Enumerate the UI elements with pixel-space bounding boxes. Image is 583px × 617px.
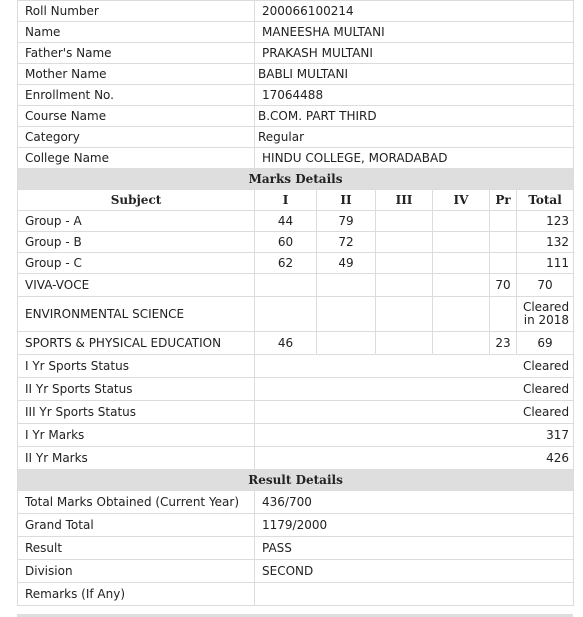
paper-iii-header: III (376, 190, 433, 211)
subject-cell: SPORTS & PHYSICAL EDUCATION (18, 332, 255, 355)
course-label: Course Name (18, 106, 255, 127)
status-label: III Yr Sports Status (18, 401, 255, 424)
paper-i-cell (255, 297, 317, 332)
table-row (18, 211, 574, 232)
year-marks-row (18, 424, 574, 447)
enrollment-value: 17064488 (255, 85, 574, 106)
paper-iv-cell (433, 253, 490, 274)
subject-header: Subject (18, 190, 255, 211)
paper-i-cell: 46 (255, 332, 317, 355)
category-row (18, 127, 574, 148)
table-row (18, 297, 574, 332)
college-label: College Name (18, 148, 255, 169)
paper-iii-cell (376, 211, 433, 232)
paper-iv-cell (433, 232, 490, 253)
father-value: PRAKASH MULTANI (255, 43, 574, 64)
result-section-header (18, 470, 574, 491)
remarks-row (18, 583, 574, 606)
category-label: Category (18, 127, 255, 148)
result-label: Result (18, 537, 255, 560)
college-row (18, 148, 574, 169)
paper-iv-header: IV (433, 190, 490, 211)
paper-ii-cell (317, 332, 376, 355)
practical-cell (490, 211, 517, 232)
paper-i-cell (255, 274, 317, 297)
subject-cell: Group - A (18, 211, 255, 232)
paper-ii-cell: 72 (317, 232, 376, 253)
paper-ii-cell: 49 (317, 253, 376, 274)
enrollment-row (18, 85, 574, 106)
table-row (18, 232, 574, 253)
total-cell: Cleared in 2018 (517, 297, 574, 332)
father-label: Father's Name (18, 43, 255, 64)
total-cell: 70 (517, 274, 574, 297)
course-row (18, 106, 574, 127)
total-cell: 132 (517, 232, 574, 253)
practical-cell: 70 (490, 274, 517, 297)
table-row (18, 253, 574, 274)
table-row (18, 332, 574, 355)
grand-total-value: 1179/2000 (255, 514, 574, 537)
paper-iii-cell (376, 253, 433, 274)
remarks-label: Remarks (If Any) (18, 583, 255, 606)
practical-cell (490, 297, 517, 332)
result-section-title: Result Details (18, 470, 574, 491)
category-value: Regular (255, 127, 574, 148)
subject-cell: VIVA-VOCE (18, 274, 255, 297)
grand-total-row (18, 514, 574, 537)
status-value: Cleared (255, 401, 574, 424)
name-label: Name (18, 22, 255, 43)
result-row (18, 537, 574, 560)
grand-total-label: Grand Total (18, 514, 255, 537)
table-row (18, 274, 574, 297)
practical-header: Pr (490, 190, 517, 211)
paper-iii-cell (376, 332, 433, 355)
status-label: II Yr Sports Status (18, 378, 255, 401)
division-label: Division (18, 560, 255, 583)
subject-cell: ENVIRONMENTAL SCIENCE (18, 297, 255, 332)
status-label: II Yr Marks (18, 447, 255, 470)
paper-iv-cell (433, 274, 490, 297)
marks-header-row (18, 190, 574, 211)
status-label: I Yr Sports Status (18, 355, 255, 378)
marks-section-header (18, 169, 574, 190)
total-header: Total (517, 190, 574, 211)
paper-iii-cell (376, 274, 433, 297)
status-value: 317 (255, 424, 574, 447)
college-value: HINDU COLLEGE, MORADABAD (255, 148, 574, 169)
status-label: I Yr Marks (18, 424, 255, 447)
roll-number-row (18, 1, 574, 22)
status-value: 426 (255, 447, 574, 470)
division-row (18, 560, 574, 583)
paper-i-cell: 62 (255, 253, 317, 274)
status-value: Cleared (255, 378, 574, 401)
paper-i-cell: 60 (255, 232, 317, 253)
paper-iv-cell (433, 332, 490, 355)
course-value: B.COM. PART THIRD (255, 106, 574, 127)
total-cell: 123 (517, 211, 574, 232)
sports-status-row (18, 378, 574, 401)
status-value: Cleared (255, 355, 574, 378)
name-row (18, 22, 574, 43)
result-table (17, 0, 574, 606)
paper-ii-header: II (317, 190, 376, 211)
father-row (18, 43, 574, 64)
paper-i-cell: 44 (255, 211, 317, 232)
practical-cell: 23 (490, 332, 517, 355)
paper-ii-cell (317, 297, 376, 332)
result-value: PASS (255, 537, 574, 560)
total-cell: 111 (517, 253, 574, 274)
paper-ii-cell: 79 (317, 211, 376, 232)
name-value: MANEESHA MULTANI (255, 22, 574, 43)
sports-status-row (18, 355, 574, 378)
total-cell: 69 (517, 332, 574, 355)
paper-iv-cell (433, 297, 490, 332)
practical-cell (490, 253, 517, 274)
paper-i-header: I (255, 190, 317, 211)
sports-status-row (18, 401, 574, 424)
subject-cell: Group - C (18, 253, 255, 274)
paper-ii-cell (317, 274, 376, 297)
practical-cell (490, 232, 517, 253)
remarks-value (255, 583, 574, 606)
total-marks-row (18, 491, 574, 514)
marks-section-title: Marks Details (18, 169, 574, 190)
paper-iii-cell (376, 232, 433, 253)
mother-row (18, 64, 574, 85)
paper-iii-cell (376, 297, 433, 332)
year-marks-row (18, 447, 574, 470)
roll-number-value: 200066100214 (255, 1, 574, 22)
enrollment-label: Enrollment No. (18, 85, 255, 106)
subject-cell: Group - B (18, 232, 255, 253)
mother-label: Mother Name (18, 64, 255, 85)
mother-value: BABLI MULTANI (255, 64, 574, 85)
total-marks-value: 436/700 (255, 491, 574, 514)
roll-number-label: Roll Number (18, 1, 255, 22)
total-marks-label: Total Marks Obtained (Current Year) (18, 491, 255, 514)
division-value: SECOND (255, 560, 574, 583)
paper-iv-cell (433, 211, 490, 232)
